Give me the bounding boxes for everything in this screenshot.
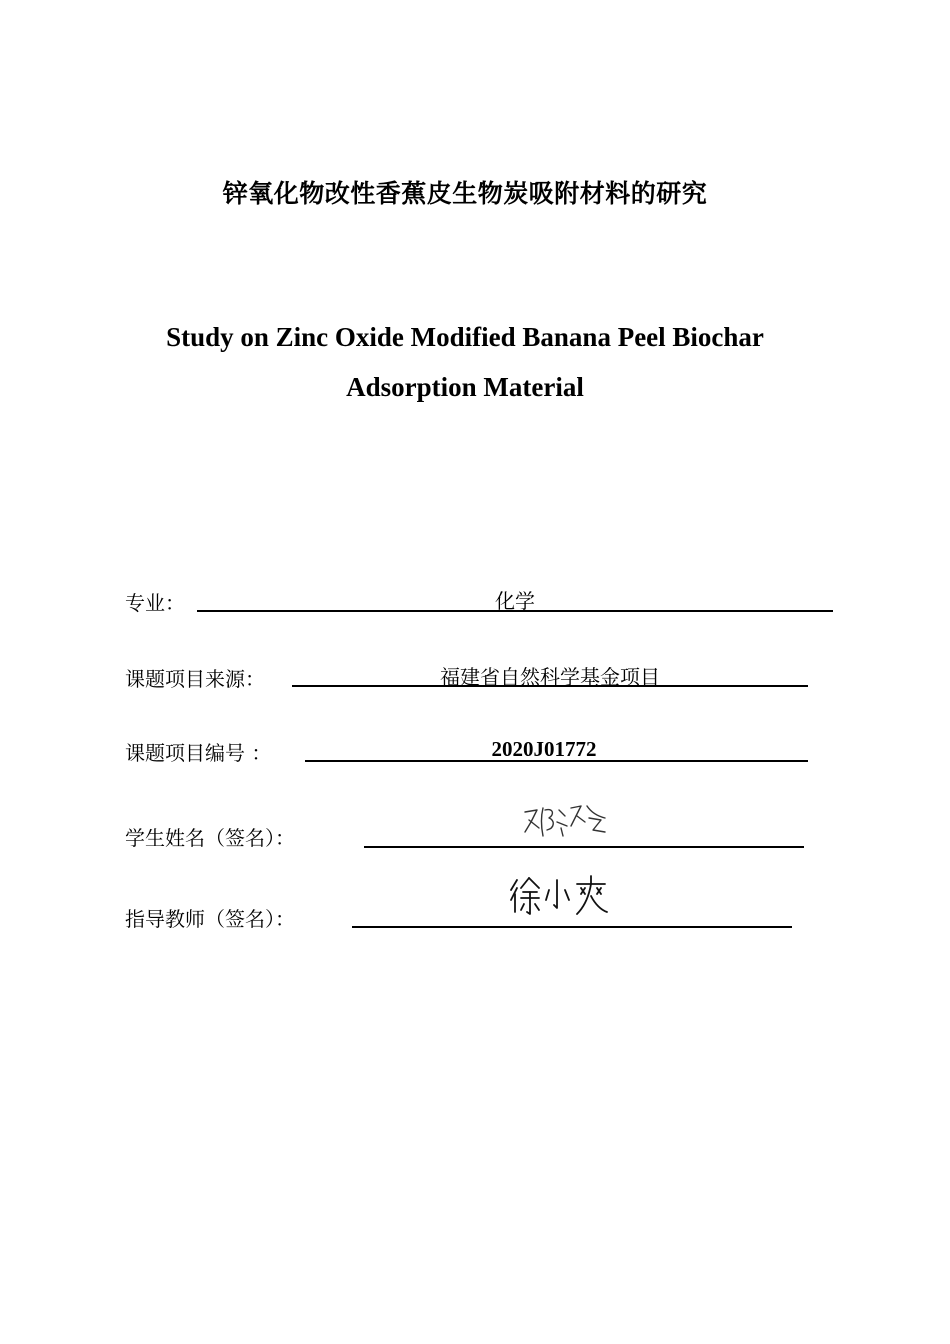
project-source-label: 课题项目来源： [125,667,265,691]
project-source-underline [292,685,808,687]
major-label: 专业： [125,591,185,615]
advisor-signature-label: 指导教师（签名）： [125,907,295,931]
project-number-value: 2020J01772 [491,737,597,761]
advisor-signature [505,872,615,920]
student-signature-underline [364,846,804,848]
chinese-title: 锌氧化物改性香蕉皮生物炭吸附材料的研究 [222,179,708,208]
project-number-underline [305,760,808,762]
major-underline [197,610,833,612]
student-signature-label: 学生姓名（签名）： [125,826,295,850]
student-signature [515,798,615,846]
advisor-signature-underline [352,926,792,928]
english-title-line-2: Adsorption Material [346,372,584,402]
project-number-label: 课题项目编号 ： [125,741,272,765]
project-source-value: 福建省自然科学基金项目 [440,665,660,689]
english-title-line-1: Study on Zinc Oxide Modified Banana Peel Biochar [166,322,764,352]
major-value: 化学 [495,589,535,613]
